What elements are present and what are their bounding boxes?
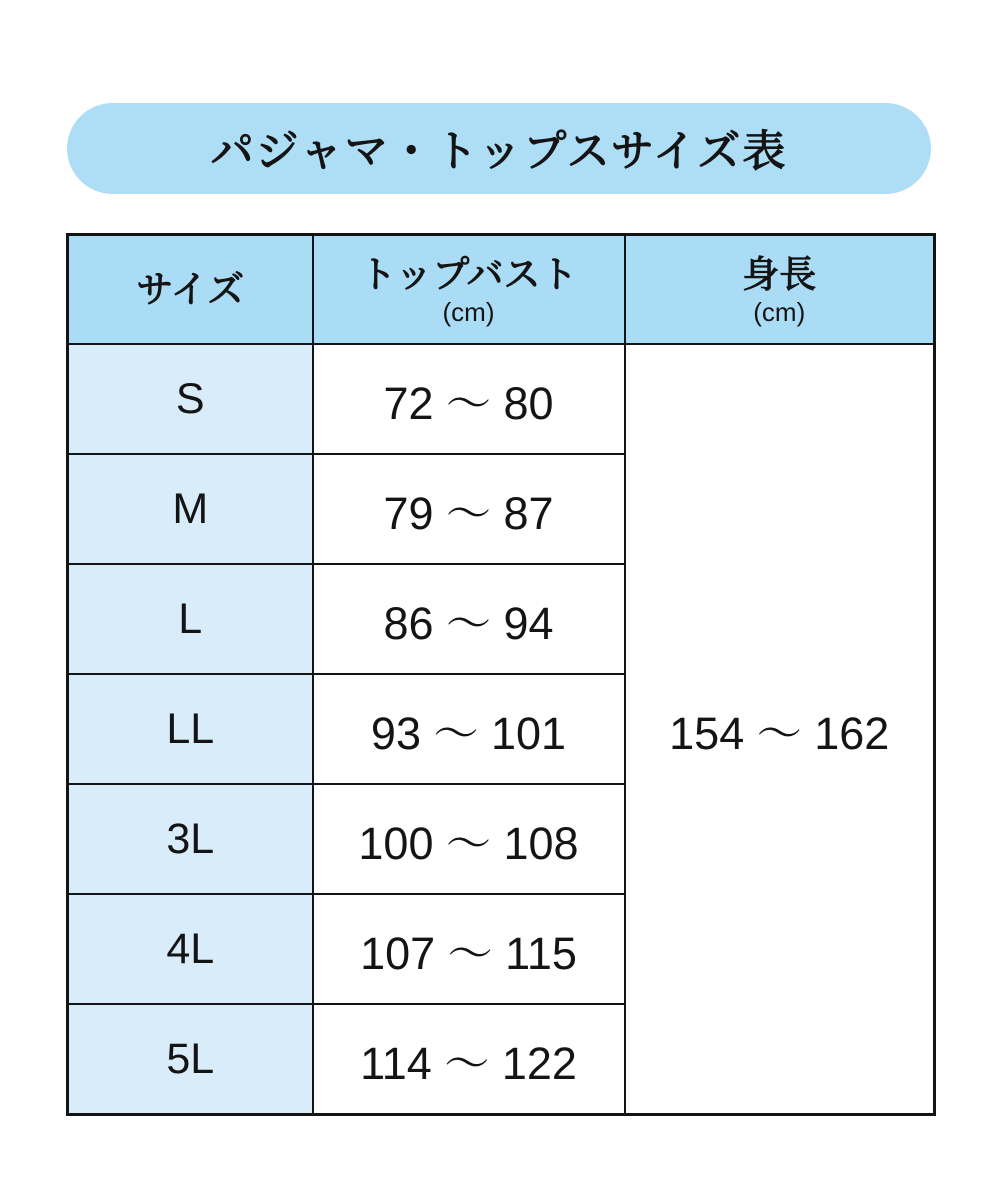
bust-cell: 100 〜 108 <box>313 784 625 894</box>
column-header-size: サイズ <box>68 235 313 345</box>
size-cell: L <box>68 564 313 674</box>
size-cell: 3L <box>68 784 313 894</box>
size-table <box>66 233 936 1116</box>
size-cell: 5L <box>68 1004 313 1115</box>
bust-cell: 107 〜 115 <box>313 894 625 1004</box>
bust-cell: 93 〜 101 <box>313 674 625 784</box>
table-row <box>68 344 935 454</box>
size-cell: 4L <box>68 894 313 1004</box>
height-unit-label: (cm) <box>753 296 806 327</box>
size-cell: S <box>68 344 313 454</box>
table-header-row <box>68 235 935 345</box>
size-cell: M <box>68 454 313 564</box>
page-title: パジャマ・トップスサイズ表 <box>210 128 788 176</box>
title-pill <box>67 103 931 194</box>
height-merged-cell: 154 〜 162 <box>625 344 935 1115</box>
column-header-height: 身長 (cm) <box>625 235 935 345</box>
bust-cell: 79 〜 87 <box>313 454 625 564</box>
bust-cell: 86 〜 94 <box>313 564 625 674</box>
column-header-bust: トップバスト (cm) <box>313 235 625 345</box>
bust-cell: 72 〜 80 <box>313 344 625 454</box>
bust-cell: 114 〜 122 <box>313 1004 625 1115</box>
size-cell: LL <box>68 674 313 784</box>
bust-unit-label: (cm) <box>442 296 495 327</box>
